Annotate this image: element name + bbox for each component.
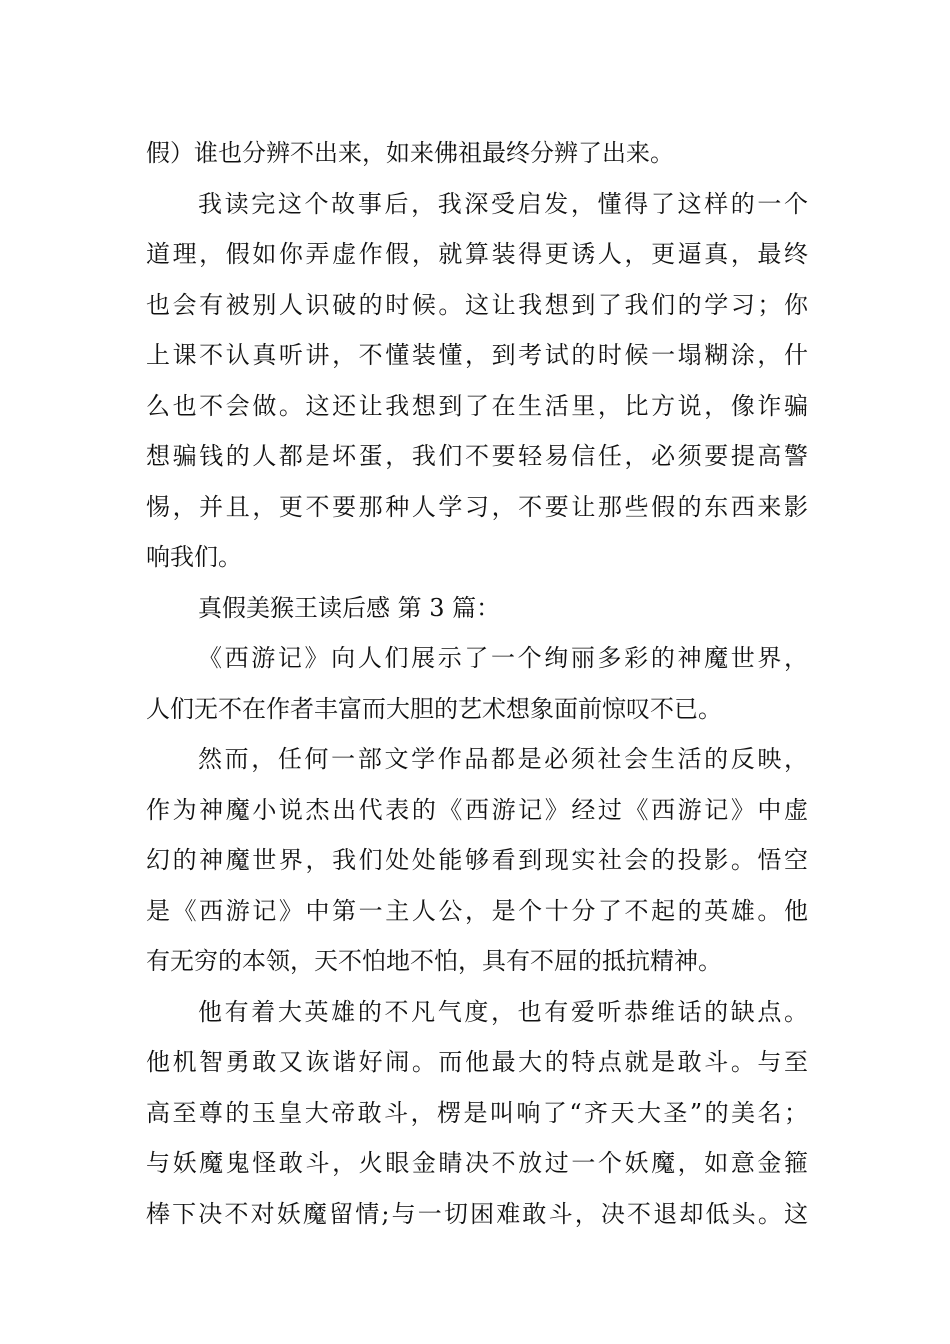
text-line: 响我们。 [146, 543, 242, 571]
text-line: 高至尊的玉皇大帝敢斗，楞是叫响了“齐天大圣”的美名； [146, 1098, 808, 1127]
text-line: 是《西游记》中第一主人公，是个十分了不起的英雄。他 [146, 896, 808, 925]
text-line: 想骗钱的人都是坏蛋，我们不要轻易信任，必须要提高警 [146, 442, 808, 470]
text-line: 然而，任何一部文学作品都是必须社会生活的反映， [198, 745, 808, 773]
text-line: 惕，并且，更不要那种人学习，不要让那些假的东西来影 [146, 492, 808, 521]
text-line: 幻的神魔世界，我们处处能够看到现实社会的投影。悟空 [146, 846, 808, 874]
text-line: 我读完这个故事后，我深受启发，懂得了这样的一个 [198, 189, 808, 218]
text-line: 假）谁也分辨不出来，如来佛祖最终分辨了出来。 [146, 139, 674, 167]
text-line: 也会有被别人识破的时候。这让我想到了我们的学习；你 [146, 290, 808, 319]
text-line: 棒下决不对妖魔留情;与一切困难敢斗，决不退却低头。这 [146, 1199, 808, 1228]
text-line: 么也不会做。这还让我想到了在生活里，比方说，像诈骗 [146, 391, 808, 420]
text-line: 他有着大英雄的不凡气度，也有爱听恭维话的缺点。 [198, 997, 808, 1026]
text-line: 作为神魔小说杰出代表的《西游记》经过《西游记》中虚 [146, 795, 808, 824]
text-line: 上课不认真听讲，不懂装懂，到考试的时候一塌糊涂，什 [146, 341, 808, 369]
section-heading: 真假美猴王读后感 第 3 篇： [198, 593, 501, 622]
text-line: 《西游记》向人们展示了一个绚丽多彩的神魔世界， [198, 644, 808, 672]
text-line: 人们无不在作者丰富而大胆的艺术想象面前惊叹不已。 [146, 694, 722, 723]
text-line: 有无穷的本领，天不怕地不怕，具有不屈的抵抗精神。 [146, 947, 722, 975]
document-body [146, 128, 808, 1239]
text-line: 与妖魔鬼怪敢斗，火眼金睛决不放过一个妖魔，如意金箍 [146, 1149, 808, 1177]
text-line: 道理，假如你弄虚作假，就算装得更诱人，更逼真，最终 [146, 240, 808, 268]
text-line: 他机智勇敢又诙谐好闹。而他最大的特点就是敢斗。与至 [146, 1048, 808, 1076]
